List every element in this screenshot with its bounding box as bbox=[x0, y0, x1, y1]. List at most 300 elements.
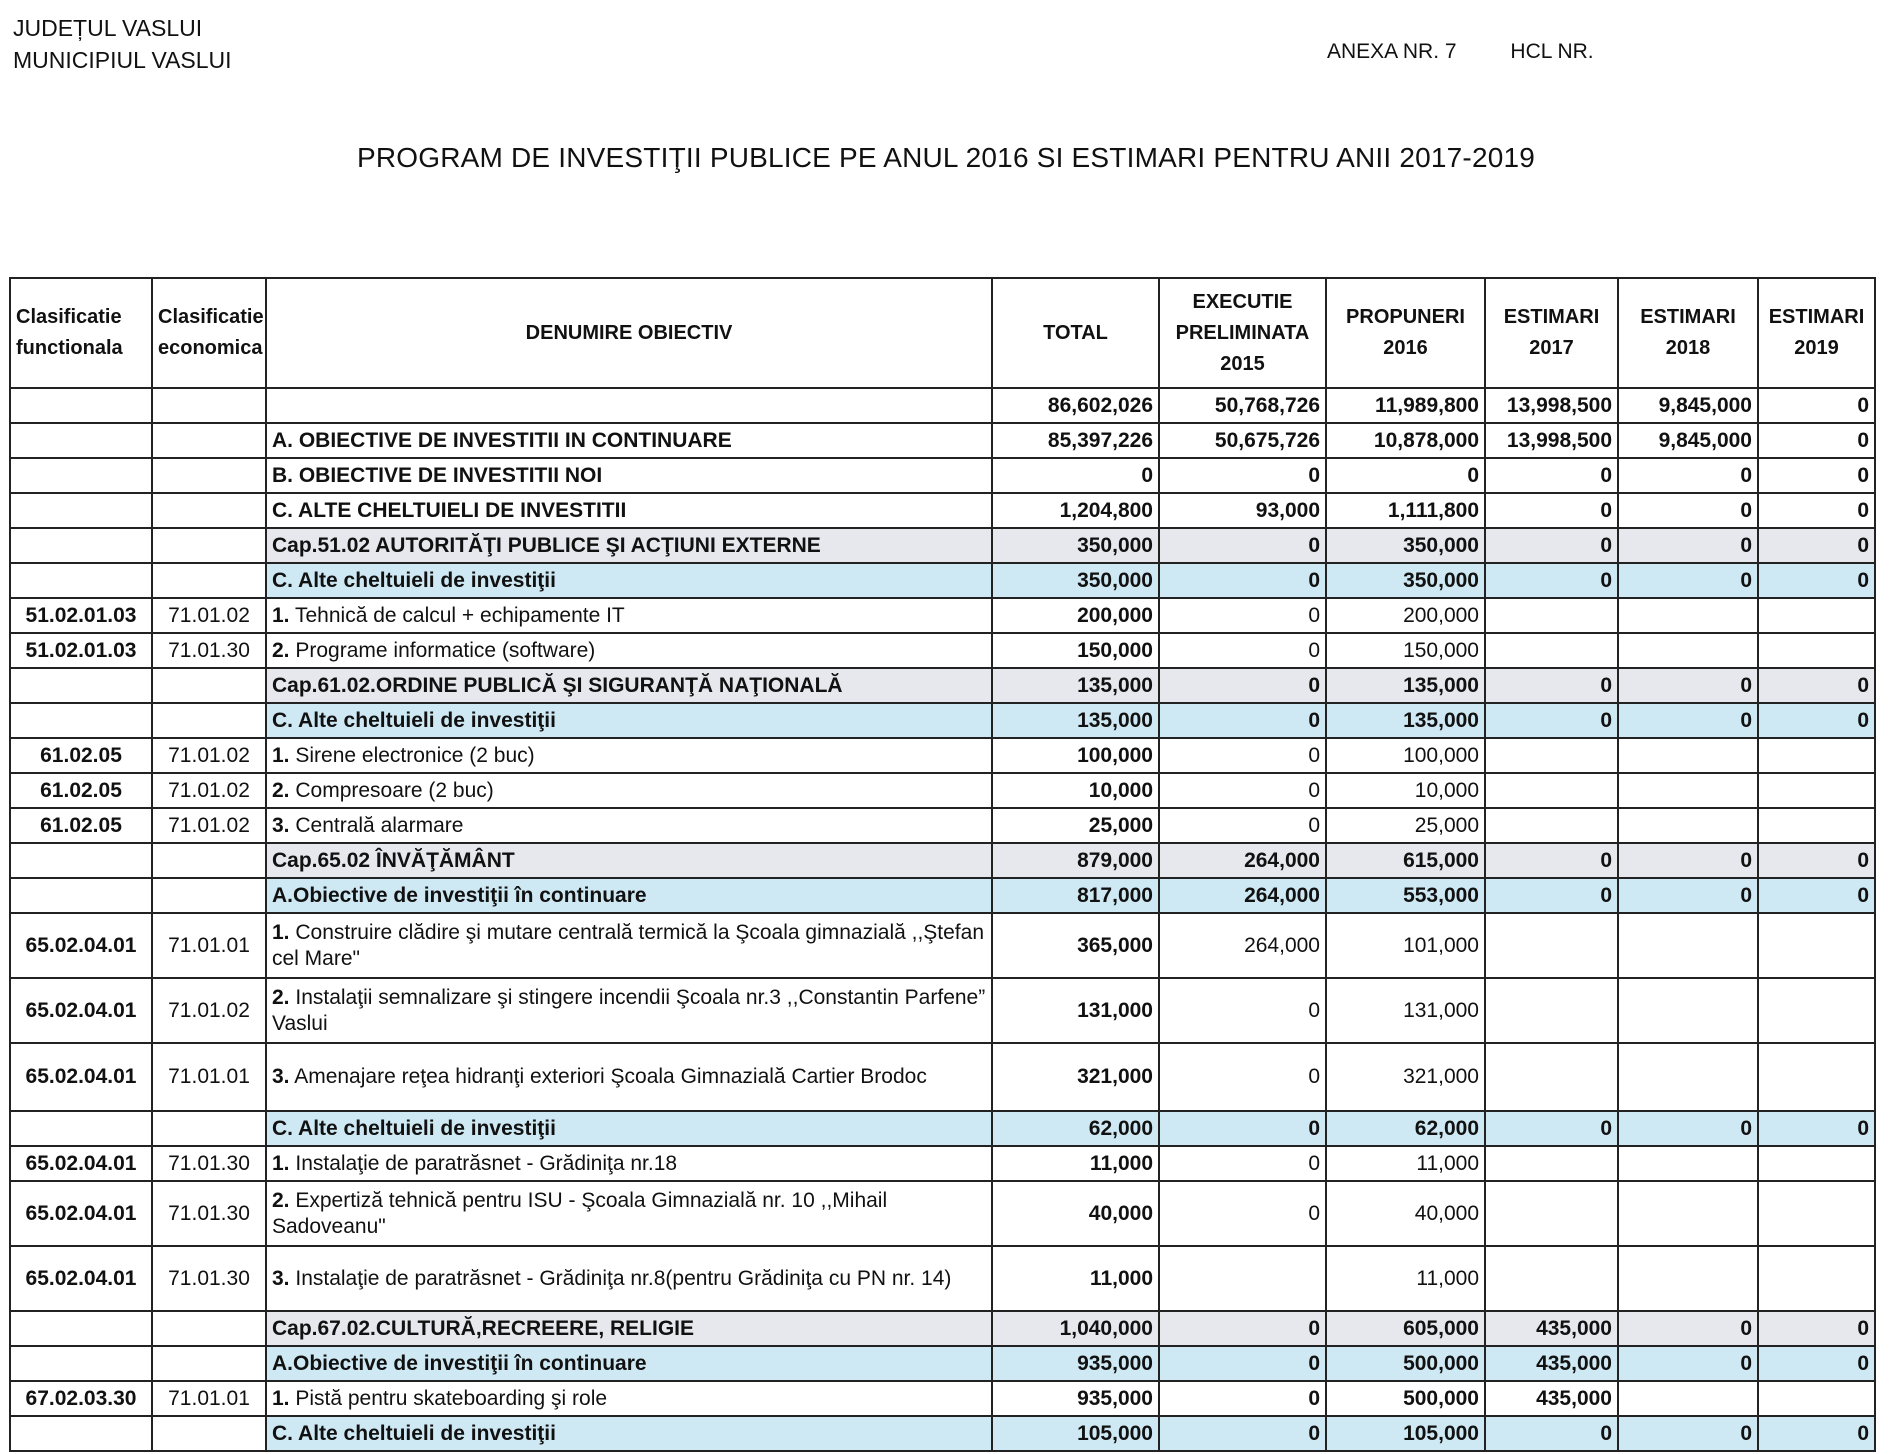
cell-exec: 0 bbox=[1159, 1416, 1326, 1451]
cell-e2017: 0 bbox=[1485, 528, 1618, 563]
cell-prop: 605,000 bbox=[1326, 1311, 1485, 1346]
cell-exec: 0 bbox=[1159, 978, 1326, 1043]
cell-e2019 bbox=[1758, 1146, 1875, 1181]
cell-e2018: 0 bbox=[1618, 493, 1758, 528]
cell-e2018 bbox=[1618, 913, 1758, 978]
cell-exec: 0 bbox=[1159, 703, 1326, 738]
cell-e2018: 0 bbox=[1618, 843, 1758, 878]
cell-prop: 10,878,000 bbox=[1326, 423, 1485, 458]
cell-e2017: 435,000 bbox=[1485, 1381, 1618, 1416]
cell-total: 25,000 bbox=[992, 808, 1159, 843]
col-header-name: DENUMIRE OBIECTIV bbox=[266, 278, 992, 388]
cell-exec: 0 bbox=[1159, 1181, 1326, 1246]
cell-name: C. Alte cheltuieli de investiţii bbox=[266, 1111, 992, 1146]
cell-name: Cap.61.02.ORDINE PUBLICĂ ŞI SIGURANŢĂ NAŢIONALĂ bbox=[266, 668, 992, 703]
cell-total: 0 bbox=[992, 458, 1159, 493]
cell-exec: 93,000 bbox=[1159, 493, 1326, 528]
cell-prop: 135,000 bbox=[1326, 668, 1485, 703]
cell-e2019: 0 bbox=[1758, 1416, 1875, 1451]
cell-total: 11,000 bbox=[992, 1246, 1159, 1311]
table-header-row bbox=[10, 278, 1875, 388]
cell-func: 65.02.04.01 bbox=[10, 913, 152, 978]
cell-e2019: 0 bbox=[1758, 528, 1875, 563]
cell-e2018: 0 bbox=[1618, 1111, 1758, 1146]
cell-e2018: 0 bbox=[1618, 668, 1758, 703]
cell-e2019 bbox=[1758, 1043, 1875, 1111]
cell-total: 365,000 bbox=[992, 913, 1159, 978]
cell-prop: 101,000 bbox=[1326, 913, 1485, 978]
cell-e2018 bbox=[1618, 978, 1758, 1043]
cell-func: 67.02.03.30 bbox=[10, 1381, 152, 1416]
cell-econ: 71.01.02 bbox=[152, 978, 266, 1043]
cell-name bbox=[266, 1146, 992, 1181]
cell-e2017: 0 bbox=[1485, 668, 1618, 703]
cell-exec bbox=[1159, 1246, 1326, 1311]
cell-name bbox=[266, 808, 992, 843]
table-row bbox=[10, 1043, 1875, 1111]
county-label: JUDEȚUL VASLUI bbox=[13, 15, 203, 41]
col-header-econ: Clasificatie economica bbox=[152, 278, 266, 388]
cell-e2019 bbox=[1758, 913, 1875, 978]
col-header-total: TOTAL bbox=[992, 278, 1159, 388]
cell-econ: 71.01.01 bbox=[152, 1381, 266, 1416]
cell-name: C. ALTE CHELTUIELI DE INVESTITII bbox=[266, 493, 992, 528]
cell-total: 321,000 bbox=[992, 1043, 1159, 1111]
item-name: Expertiză tehnică pentru ISU - Şcoala Gimnazială nr. 10 ,,Mihail Sadoveanu" bbox=[272, 1188, 888, 1238]
document-header-left bbox=[13, 12, 232, 76]
item-name: Instalaţie de paratrăsnet - Grădiniţa nr.8(pentru Grădiniţa cu PN nr. 14) bbox=[295, 1266, 952, 1290]
cell-e2018 bbox=[1618, 773, 1758, 808]
cell-econ bbox=[152, 878, 266, 913]
cell-total: 100,000 bbox=[992, 738, 1159, 773]
cell-e2017 bbox=[1485, 978, 1618, 1043]
cell-exec: 0 bbox=[1159, 1311, 1326, 1346]
cell-func bbox=[10, 1416, 152, 1451]
cell-func bbox=[10, 703, 152, 738]
cell-prop: 131,000 bbox=[1326, 978, 1485, 1043]
cell-name bbox=[266, 738, 992, 773]
cell-total: 135,000 bbox=[992, 668, 1159, 703]
cell-e2017: 0 bbox=[1485, 703, 1618, 738]
cell-e2018: 0 bbox=[1618, 458, 1758, 493]
cell-e2017: 0 bbox=[1485, 493, 1618, 528]
cell-prop: 62,000 bbox=[1326, 1111, 1485, 1146]
cell-exec: 0 bbox=[1159, 528, 1326, 563]
cell-exec: 50,675,726 bbox=[1159, 423, 1326, 458]
cell-e2018: 9,845,000 bbox=[1618, 423, 1758, 458]
cell-e2018 bbox=[1618, 598, 1758, 633]
cell-e2018 bbox=[1618, 738, 1758, 773]
document-header-right bbox=[1327, 40, 1642, 64]
cell-func bbox=[10, 878, 152, 913]
cell-name: Cap.67.02.CULTURĂ,RECREERE, RELIGIE bbox=[266, 1311, 992, 1346]
col-header-func: Clasificatie functionala bbox=[10, 278, 152, 388]
table-row bbox=[10, 1181, 1875, 1246]
cell-total: 350,000 bbox=[992, 563, 1159, 598]
cell-e2017: 13,998,500 bbox=[1485, 388, 1618, 423]
cell-econ: 71.01.30 bbox=[152, 1146, 266, 1181]
item-number: 1. bbox=[272, 920, 290, 944]
table-row bbox=[10, 668, 1875, 703]
table-row bbox=[10, 1311, 1875, 1346]
annex-label: ANEXA NR. 7 bbox=[1327, 40, 1457, 63]
cell-e2019: 0 bbox=[1758, 388, 1875, 423]
cell-total: 1,204,800 bbox=[992, 493, 1159, 528]
cell-func bbox=[10, 528, 152, 563]
page-title: PROGRAM DE INVESTIŢII PUBLICE PE ANUL 2016 SI ESTIMARI PENTRU ANII 2017-2019 bbox=[356, 142, 1536, 173]
item-name: Tehnică de calcul + echipamente IT bbox=[294, 603, 625, 627]
cell-e2017 bbox=[1485, 738, 1618, 773]
cell-econ bbox=[152, 493, 266, 528]
cell-total: 86,602,026 bbox=[992, 388, 1159, 423]
item-name: Instalaţii semnalizare şi stingere incendii Şcoala nr.3 ,,Constantin Parfene” Vaslui bbox=[272, 985, 986, 1035]
cell-e2018 bbox=[1618, 1381, 1758, 1416]
cell-total: 62,000 bbox=[992, 1111, 1159, 1146]
cell-econ bbox=[152, 528, 266, 563]
table-row bbox=[10, 773, 1875, 808]
table-row bbox=[10, 1381, 1875, 1416]
cell-name bbox=[266, 1381, 992, 1416]
table-row bbox=[10, 1416, 1875, 1451]
cell-e2017: 13,998,500 bbox=[1485, 423, 1618, 458]
cell-func bbox=[10, 388, 152, 423]
col-header-e2018: ESTIMARI 2018 bbox=[1618, 278, 1758, 388]
cell-e2017: 435,000 bbox=[1485, 1311, 1618, 1346]
cell-name bbox=[266, 598, 992, 633]
cell-e2019 bbox=[1758, 1381, 1875, 1416]
cell-e2019 bbox=[1758, 808, 1875, 843]
item-name: Construire clădire şi mutare centrală termică la Şcoala gimnazială ,,Ştefan cel Mare" bbox=[272, 920, 985, 970]
cell-e2017: 435,000 bbox=[1485, 1346, 1618, 1381]
cell-func bbox=[10, 843, 152, 878]
cell-e2019 bbox=[1758, 1246, 1875, 1311]
cell-func: 65.02.04.01 bbox=[10, 978, 152, 1043]
table-row bbox=[10, 563, 1875, 598]
cell-e2018 bbox=[1618, 808, 1758, 843]
cell-e2019: 0 bbox=[1758, 563, 1875, 598]
cell-name: A.Obiective de investiţii în continuare bbox=[266, 878, 992, 913]
cell-exec: 0 bbox=[1159, 458, 1326, 493]
cell-exec: 50,768,726 bbox=[1159, 388, 1326, 423]
cell-prop: 615,000 bbox=[1326, 843, 1485, 878]
cell-e2017 bbox=[1485, 598, 1618, 633]
cell-prop: 11,000 bbox=[1326, 1246, 1485, 1311]
cell-e2017 bbox=[1485, 913, 1618, 978]
cell-total: 40,000 bbox=[992, 1181, 1159, 1246]
cell-total: 10,000 bbox=[992, 773, 1159, 808]
cell-name: A. OBIECTIVE DE INVESTITII IN CONTINUARE bbox=[266, 423, 992, 458]
cell-name: Cap.65.02 ÎNVĂŢĂMÂNT bbox=[266, 843, 992, 878]
item-number: 3. bbox=[272, 1266, 290, 1290]
cell-prop: 350,000 bbox=[1326, 528, 1485, 563]
cell-name bbox=[266, 773, 992, 808]
cell-e2019: 0 bbox=[1758, 423, 1875, 458]
cell-e2019 bbox=[1758, 738, 1875, 773]
cell-name: A.Obiective de investiţii în continuare bbox=[266, 1346, 992, 1381]
col-header-exec: EXECUTIE PRELIMINATA 2015 bbox=[1159, 278, 1326, 388]
cell-exec: 0 bbox=[1159, 1043, 1326, 1111]
cell-e2018 bbox=[1618, 1043, 1758, 1111]
cell-total: 817,000 bbox=[992, 878, 1159, 913]
cell-name: B. OBIECTIVE DE INVESTITII NOI bbox=[266, 458, 992, 493]
cell-exec: 0 bbox=[1159, 1146, 1326, 1181]
cell-e2017 bbox=[1485, 633, 1618, 668]
cell-e2019: 0 bbox=[1758, 1311, 1875, 1346]
cell-econ bbox=[152, 1416, 266, 1451]
item-number: 2. bbox=[272, 638, 290, 662]
cell-func bbox=[10, 668, 152, 703]
cell-func: 51.02.01.03 bbox=[10, 598, 152, 633]
cell-name bbox=[266, 1181, 992, 1246]
cell-e2018: 9,845,000 bbox=[1618, 388, 1758, 423]
cell-econ bbox=[152, 388, 266, 423]
cell-prop: 10,000 bbox=[1326, 773, 1485, 808]
cell-func bbox=[10, 563, 152, 598]
cell-econ: 71.01.01 bbox=[152, 913, 266, 978]
table-row bbox=[10, 703, 1875, 738]
cell-name bbox=[266, 1246, 992, 1311]
cell-exec: 264,000 bbox=[1159, 843, 1326, 878]
table-row bbox=[10, 493, 1875, 528]
col-header-e2019: ESTIMARI 2019 bbox=[1758, 278, 1875, 388]
cell-total: 350,000 bbox=[992, 528, 1159, 563]
item-number: 2. bbox=[272, 985, 290, 1009]
cell-e2019: 0 bbox=[1758, 703, 1875, 738]
cell-prop: 321,000 bbox=[1326, 1043, 1485, 1111]
item-number: 1. bbox=[272, 1386, 290, 1410]
cell-econ: 71.01.02 bbox=[152, 808, 266, 843]
cell-e2018 bbox=[1618, 1246, 1758, 1311]
item-name: Programe informatice (software) bbox=[295, 638, 596, 662]
col-header-e2017: ESTIMARI 2017 bbox=[1485, 278, 1618, 388]
cell-econ: 71.01.30 bbox=[152, 1246, 266, 1311]
cell-econ bbox=[152, 563, 266, 598]
cell-name bbox=[266, 913, 992, 978]
cell-name bbox=[266, 633, 992, 668]
cell-econ bbox=[152, 1346, 266, 1381]
cell-e2017 bbox=[1485, 808, 1618, 843]
cell-exec: 0 bbox=[1159, 668, 1326, 703]
cell-econ bbox=[152, 843, 266, 878]
cell-econ bbox=[152, 458, 266, 493]
item-name: Amenajare reţea hidranţi exteriori Şcoala Gimnazială Cartier Brodoc bbox=[294, 1065, 927, 1088]
cell-e2017: 0 bbox=[1485, 1416, 1618, 1451]
cell-exec: 0 bbox=[1159, 1111, 1326, 1146]
table-row bbox=[10, 843, 1875, 878]
cell-total: 935,000 bbox=[992, 1381, 1159, 1416]
cell-e2017 bbox=[1485, 773, 1618, 808]
item-name: Sirene electronice (2 buc) bbox=[295, 743, 535, 767]
cell-exec: 0 bbox=[1159, 598, 1326, 633]
cell-econ bbox=[152, 423, 266, 458]
cell-e2018: 0 bbox=[1618, 703, 1758, 738]
cell-name bbox=[266, 978, 992, 1043]
cell-e2019 bbox=[1758, 773, 1875, 808]
cell-exec: 0 bbox=[1159, 633, 1326, 668]
cell-e2019: 0 bbox=[1758, 493, 1875, 528]
cell-prop: 350,000 bbox=[1326, 563, 1485, 598]
municipality-label: MUNICIPIUL VASLUI bbox=[13, 47, 232, 73]
item-name: Centrală alarmare bbox=[295, 813, 464, 837]
table-row bbox=[10, 1346, 1875, 1381]
cell-econ: 71.01.30 bbox=[152, 1181, 266, 1246]
cell-exec: 0 bbox=[1159, 808, 1326, 843]
item-number: 3. bbox=[272, 1065, 290, 1088]
cell-prop: 500,000 bbox=[1326, 1346, 1485, 1381]
cell-func: 65.02.04.01 bbox=[10, 1043, 152, 1111]
item-name: Instalaţie de paratrăsnet - Grădiniţa nr.18 bbox=[295, 1151, 678, 1175]
cell-econ: 71.01.30 bbox=[152, 633, 266, 668]
cell-e2019 bbox=[1758, 633, 1875, 668]
cell-prop: 11,989,800 bbox=[1326, 388, 1485, 423]
investment-table bbox=[9, 277, 1876, 1452]
cell-e2019 bbox=[1758, 978, 1875, 1043]
cell-func: 65.02.04.01 bbox=[10, 1246, 152, 1311]
cell-name: C. Alte cheltuieli de investiţii bbox=[266, 703, 992, 738]
cell-total: 105,000 bbox=[992, 1416, 1159, 1451]
cell-e2017 bbox=[1485, 1043, 1618, 1111]
table-row bbox=[10, 878, 1875, 913]
cell-prop: 1,111,800 bbox=[1326, 493, 1485, 528]
cell-e2018: 0 bbox=[1618, 1416, 1758, 1451]
cell-total: 150,000 bbox=[992, 633, 1159, 668]
cell-e2019: 0 bbox=[1758, 878, 1875, 913]
cell-e2017: 0 bbox=[1485, 878, 1618, 913]
item-name: Pistă pentru skateboarding şi role bbox=[295, 1386, 608, 1410]
cell-e2019: 0 bbox=[1758, 843, 1875, 878]
cell-e2018: 0 bbox=[1618, 1346, 1758, 1381]
cell-econ: 71.01.02 bbox=[152, 773, 266, 808]
cell-prop: 553,000 bbox=[1326, 878, 1485, 913]
cell-e2018 bbox=[1618, 1181, 1758, 1246]
cell-e2019: 0 bbox=[1758, 1346, 1875, 1381]
cell-exec: 0 bbox=[1159, 1346, 1326, 1381]
cell-func: 65.02.04.01 bbox=[10, 1146, 152, 1181]
item-number: 3. bbox=[272, 813, 290, 837]
cell-econ bbox=[152, 1311, 266, 1346]
cell-prop: 200,000 bbox=[1326, 598, 1485, 633]
cell-e2018 bbox=[1618, 633, 1758, 668]
cell-total: 879,000 bbox=[992, 843, 1159, 878]
cell-exec: 0 bbox=[1159, 1381, 1326, 1416]
cell-e2019 bbox=[1758, 598, 1875, 633]
cell-e2019: 0 bbox=[1758, 668, 1875, 703]
cell-total: 935,000 bbox=[992, 1346, 1159, 1381]
cell-name: C. Alte cheltuieli de investiţii bbox=[266, 563, 992, 598]
cell-e2018: 0 bbox=[1618, 1311, 1758, 1346]
cell-prop: 105,000 bbox=[1326, 1416, 1485, 1451]
cell-e2018 bbox=[1618, 1146, 1758, 1181]
cell-econ: 71.01.01 bbox=[152, 1043, 266, 1111]
cell-func bbox=[10, 1311, 152, 1346]
cell-e2017: 0 bbox=[1485, 563, 1618, 598]
table-row bbox=[10, 738, 1875, 773]
cell-prop: 0 bbox=[1326, 458, 1485, 493]
cell-exec: 264,000 bbox=[1159, 913, 1326, 978]
cell-e2017: 0 bbox=[1485, 843, 1618, 878]
cell-prop: 135,000 bbox=[1326, 703, 1485, 738]
cell-econ bbox=[152, 703, 266, 738]
cell-e2018: 0 bbox=[1618, 878, 1758, 913]
cell-e2018: 0 bbox=[1618, 528, 1758, 563]
item-name: Compresoare (2 buc) bbox=[295, 778, 494, 802]
cell-econ bbox=[152, 1111, 266, 1146]
cell-func: 61.02.05 bbox=[10, 773, 152, 808]
cell-econ: 71.01.02 bbox=[152, 738, 266, 773]
cell-prop: 11,000 bbox=[1326, 1146, 1485, 1181]
cell-name: C. Alte cheltuieli de investiţii bbox=[266, 1416, 992, 1451]
cell-exec: 0 bbox=[1159, 738, 1326, 773]
cell-e2017 bbox=[1485, 1246, 1618, 1311]
cell-name: Cap.51.02 AUTORITĂŢI PUBLICE ŞI ACŢIUNI EXTERNE bbox=[266, 528, 992, 563]
item-number: 2. bbox=[272, 778, 290, 802]
cell-prop: 100,000 bbox=[1326, 738, 1485, 773]
item-number: 1. bbox=[272, 743, 290, 767]
table-row bbox=[10, 458, 1875, 493]
cell-econ bbox=[152, 668, 266, 703]
cell-prop: 40,000 bbox=[1326, 1181, 1485, 1246]
table-row bbox=[10, 528, 1875, 563]
cell-exec: 0 bbox=[1159, 563, 1326, 598]
cell-func bbox=[10, 493, 152, 528]
cell-e2018: 0 bbox=[1618, 563, 1758, 598]
cell-e2019: 0 bbox=[1758, 458, 1875, 493]
item-number: 1. bbox=[272, 1151, 290, 1175]
item-number: 2. bbox=[272, 1188, 290, 1212]
cell-func: 61.02.05 bbox=[10, 738, 152, 773]
table-row bbox=[10, 808, 1875, 843]
cell-e2017 bbox=[1485, 1181, 1618, 1246]
cell-e2017: 0 bbox=[1485, 1111, 1618, 1146]
table-row bbox=[10, 598, 1875, 633]
cell-prop: 150,000 bbox=[1326, 633, 1485, 668]
cell-func: 65.02.04.01 bbox=[10, 1181, 152, 1246]
cell-e2017 bbox=[1485, 1146, 1618, 1181]
item-number: 1. bbox=[272, 603, 290, 627]
cell-total: 1,040,000 bbox=[992, 1311, 1159, 1346]
table-row bbox=[10, 423, 1875, 458]
cell-e2019 bbox=[1758, 1181, 1875, 1246]
cell-prop: 500,000 bbox=[1326, 1381, 1485, 1416]
cell-econ: 71.01.02 bbox=[152, 598, 266, 633]
cell-total: 131,000 bbox=[992, 978, 1159, 1043]
table-row bbox=[10, 1246, 1875, 1311]
cell-e2019: 0 bbox=[1758, 1111, 1875, 1146]
cell-prop: 25,000 bbox=[1326, 808, 1485, 843]
table-body bbox=[10, 388, 1875, 1451]
col-header-prop: PROPUNERI 2016 bbox=[1326, 278, 1485, 388]
cell-name bbox=[266, 388, 992, 423]
hcl-label: HCL NR. bbox=[1510, 40, 1594, 63]
cell-total: 11,000 bbox=[992, 1146, 1159, 1181]
cell-exec: 264,000 bbox=[1159, 878, 1326, 913]
cell-total: 200,000 bbox=[992, 598, 1159, 633]
cell-total: 85,397,226 bbox=[992, 423, 1159, 458]
table-row bbox=[10, 633, 1875, 668]
table-row bbox=[10, 1111, 1875, 1146]
cell-func: 51.02.01.03 bbox=[10, 633, 152, 668]
cell-func: 61.02.05 bbox=[10, 808, 152, 843]
cell-func bbox=[10, 458, 152, 493]
cell-func bbox=[10, 1111, 152, 1146]
cell-exec: 0 bbox=[1159, 773, 1326, 808]
cell-name bbox=[266, 1043, 992, 1111]
table-row bbox=[10, 388, 1875, 423]
cell-func bbox=[10, 423, 152, 458]
table-row bbox=[10, 978, 1875, 1043]
cell-e2017: 0 bbox=[1485, 458, 1618, 493]
table-row bbox=[10, 913, 1875, 978]
